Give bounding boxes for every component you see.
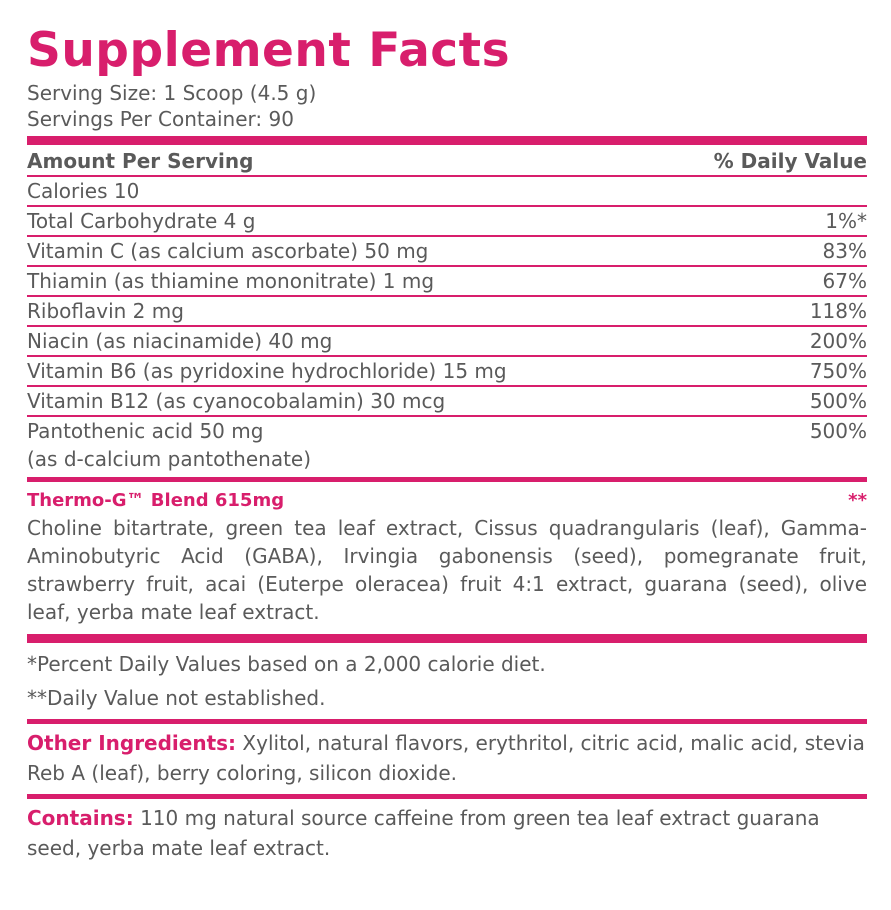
table-header — [27, 145, 867, 177]
nutrient-name: Vitamin B12 (as cyanocobalamin) 30 mcg — [27, 389, 446, 413]
nutrient-row — [27, 297, 867, 327]
nutrient-source: (as d-calcium pantothenate) — [27, 447, 312, 471]
nutrient-name: Total Carbohydrate 4 g — [27, 209, 256, 233]
nutrient-name-block — [27, 417, 311, 473]
nutrient-row — [27, 237, 867, 267]
nutrient-row — [27, 177, 867, 207]
daily-value-header: % Daily Value — [713, 149, 867, 173]
serving-size: Serving Size: 1 Scoop (4.5 g) — [27, 81, 317, 105]
contains-label: Contains: — [27, 806, 134, 830]
blend-header — [27, 482, 867, 514]
nutrient-dv: 1%* — [825, 209, 867, 233]
footnote-daily-values: *Percent Daily Values based on a 2,000 calorie diet. — [27, 652, 546, 676]
nutrient-dv: 750% — [809, 359, 867, 383]
other-ingredients — [27, 724, 867, 794]
contains-text: 110 mg natural source caffeine from green tea leaf extract guarana seed, yerba mate leaf extract. — [27, 806, 820, 860]
nutrient-row — [27, 267, 867, 297]
contains-statement — [27, 799, 867, 869]
divider-thick — [27, 136, 867, 145]
nutrient-row — [27, 207, 867, 237]
blend-ingredients: Choline bitartrate, green tea leaf extract, Cissus quadrangularis (leaf), Gamma-Aminobutyric Acid (GABA), Irvingia gabonensis (seed), pomegranate fruit, strawberry fruit, acai (Euterpe oleracea) fruit 4:1 extract, guarana (seed), olive leaf, yerba mate leaf extract. — [27, 516, 867, 624]
nutrient-dv: 500% — [809, 389, 867, 413]
nutrient-name: Riboflavin 2 mg — [27, 299, 184, 323]
blend-dv: ** — [848, 490, 867, 511]
divider-thick — [27, 634, 867, 643]
nutrient-name: Thiamin (as thiamine mononitrate) 1 mg — [27, 269, 435, 293]
nutrient-row — [27, 417, 867, 477]
nutrient-dv: 500% — [809, 419, 867, 443]
nutrient-name: Pantothenic acid 50 mg — [27, 419, 264, 443]
footnote-not-established: **Daily Value not established. — [27, 686, 326, 710]
nutrient-row — [27, 387, 867, 417]
nutrient-row — [27, 327, 867, 357]
nutrient-dv: 67% — [822, 269, 867, 293]
nutrient-dv: 83% — [822, 239, 867, 263]
nutrient-dv: 118% — [809, 299, 867, 323]
nutrient-name: Niacin (as niacinamide) 40 mg — [27, 329, 333, 353]
other-ingredients-text: Xylitol, natural flavors, erythritol, citric acid, malic acid, stevia Reb A (leaf), berry coloring, silicon dioxide. — [27, 731, 865, 785]
nutrient-name: Vitamin C (as calcium ascorbate) 50 mg — [27, 239, 429, 263]
nutrient-dv: 200% — [809, 329, 867, 353]
panel-title: Supplement Facts — [27, 23, 511, 78]
nutrient-name: Vitamin B6 (as pyridoxine hydrochloride) 15 mg — [27, 359, 507, 383]
servings-per-container: Servings Per Container: 90 — [27, 107, 294, 131]
blend-title: Thermo-G™ Blend 615mg — [27, 490, 285, 511]
nutrient-name: Calories 10 — [27, 179, 140, 203]
supplement-facts-panel — [27, 22, 867, 869]
nutrient-row — [27, 357, 867, 387]
amount-per-serving-header: Amount Per Serving — [27, 149, 254, 173]
other-ingredients-label: Other Ingredients: — [27, 731, 237, 755]
